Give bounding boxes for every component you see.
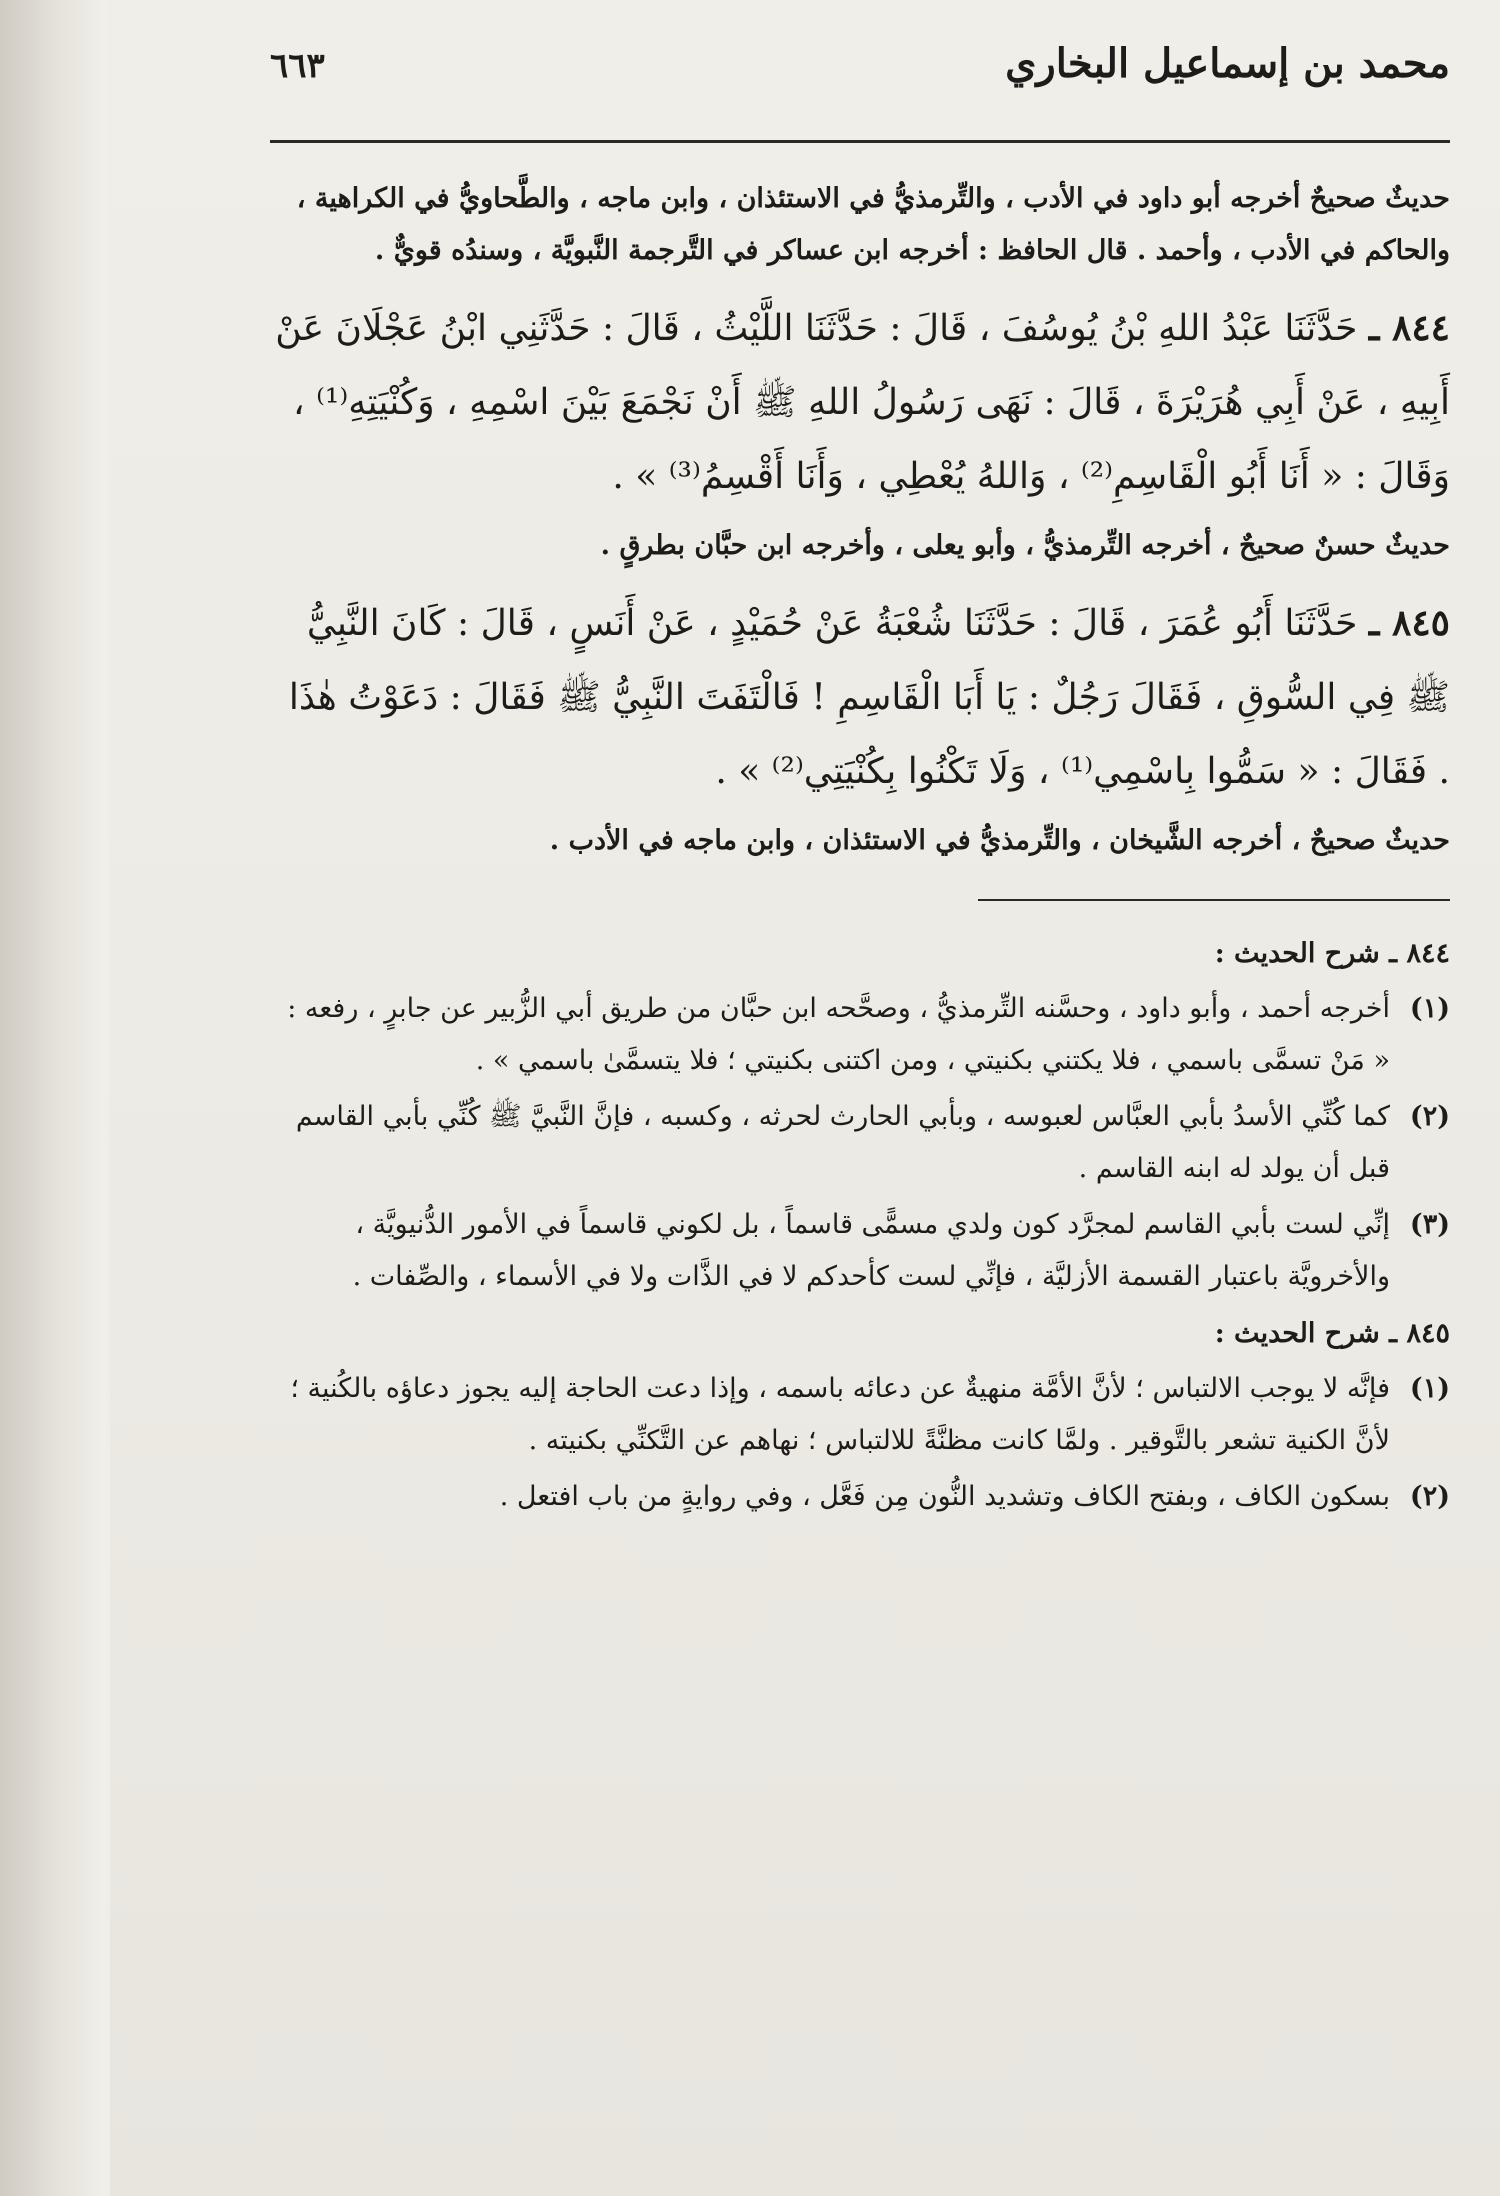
running-head (270, 40, 1450, 100)
note-number: (١) (1409, 1373, 1450, 1404)
footnote-rule (978, 899, 1450, 901)
page-number: ٦٦٣ (270, 46, 325, 86)
note-number: (١) (1409, 993, 1450, 1024)
hadith-845 (270, 586, 1450, 809)
hadith-845-text: حَدَّثَنَا أَبُو عُمَرَ ، قَالَ : حَدَّثَنَا شُعْبَةُ عَنْ حُمَيْدٍ ، عَنْ أَنَسٍ ، قَالَ : كَانَ النَّبِيُّ ﷺ فِي السُّوقِ ، فَقَالَ رَجُلٌ : يَا أَبَا الْقَاسِمِ ! فَالْتَفَتَ النَّبِيُّ ﷺ فَقَالَ : دَعَوْتُ هٰذَا . فَقَالَ : « سَمُّوا بِاسْمِي⁽¹⁾ ، وَلَا تَكْنُوا بِكُنْيَتِي⁽²⁾ » . (288, 603, 1450, 792)
sharh-844-heading: ٨٤٤ ـ شرح الحديث : (1214, 938, 1450, 969)
sharh-845-note (270, 1363, 1450, 1467)
sharh-844-note (270, 983, 1450, 1087)
sharh-845-heading: ٨٤٥ ـ شرح الحديث : (1214, 1318, 1450, 1349)
note-number: (٣) (1409, 1209, 1450, 1240)
running-head-title: محمد بن إسماعيل البخاري (1005, 40, 1450, 87)
hadith-844-number: ٨٤٤ ـ (1368, 307, 1450, 349)
note-number: (٢) (1409, 1101, 1450, 1132)
note-text: فإنَّه لا يوجب الالتباس ؛ لأنَّ الأمَّة منهيةٌ عن دعائه باسمه ، وإذا دعت الحاجة إليه يجوز دعاؤه بالكُنية ؛ لأنَّ الكنية تشعر بالتَّوقير . ولمَّا كانت مظنَّةً للالتباس ؛ نهاهم عن التَّكنِّي بكنيته . (290, 1373, 1390, 1456)
note-text: بسكون الكاف ، وبفتح الكاف وتشديد النُّون مِن فَعَّل ، وفي روايةٍ من باب افتعل . (499, 1481, 1390, 1512)
header-rule (270, 140, 1450, 143)
hadith-845-grade: حديثٌ صحيحٌ ، أخرجه الشَّيخان ، والتِّرمذيُّ في الاستئذان ، وابن ماجه في الأدب . (549, 825, 1450, 856)
sharh-844-note (270, 1091, 1450, 1195)
book-page (110, 0, 1500, 2196)
note-text: أخرجه أحمد ، وأبو داود ، وحسَّنه التِّرمذيُّ ، وصحَّحه ابن حبَّان من طريق أبي الزُّبير عن جابرٍ ، رفعه : « مَنْ تسمَّى باسمي ، فلا يكتني بكنيتي ، ومن اكتنى بكنيتي ؛ فلا يتسمَّىٰ باسمي » . (287, 993, 1390, 1076)
hadith-844-grade: حديثٌ حسنٌ صحيحٌ ، أخرجه التِّرمذيُّ ، وأبو يعلى ، وأخرجه ابن حبَّان بطرقٍ . (600, 530, 1450, 561)
hadith-844 (270, 291, 1450, 514)
note-number: (٢) (1409, 1481, 1450, 1512)
note-text: كما كُنِّي الأسدُ بأبي العبَّاس لعبوسه ، وبأبي الحارث لحرثه ، وكسبه ، فإنَّ النَّبيَّ ﷺ كُنِّي بأبي القاسم قبل أن يولد له ابنه القاسم . (295, 1101, 1390, 1184)
hadith-844-text: حَدَّثَنَا عَبْدُ اللهِ بْنُ يُوسُفَ ، قَالَ : حَدَّثَنَا اللَّيْثُ ، قَالَ : حَدَّثَنِي ابْنُ عَجْلَانَ عَنْ أَبِيهِ ، عَنْ أَبِي هُرَيْرَةَ ، قَالَ : نَهَى رَسُولُ اللهِ ﷺ أَنْ نَجْمَعَ بَيْنَ اسْمِهِ ، وَكُنْيَتِهِ⁽¹⁾ ، وَقَالَ : « أَنَا أَبُو الْقَاسِمِ⁽²⁾ ، وَاللهُ يُعْطِي ، وَأَنَا أَقْسِمُ⁽³⁾ » . (275, 308, 1450, 497)
sharh-844-note (270, 1199, 1450, 1303)
hadith-845-number: ٨٤٥ ـ (1368, 602, 1450, 644)
sharh-845-note (270, 1471, 1450, 1523)
previous-hadith-grade: حديثٌ صحيحٌ أخرجه أبو داود في الأدب ، والتِّرمذيُّ في الاستئذان ، وابن ماجه ، والطَّحاويُّ في الكراهية ، والحاكم في الأدب ، وأحمد . قال الحافظ : أخرجه ابن عساكر في التَّرجمة النَّبويَّة ، وسندُه قويٌّ . (296, 183, 1450, 266)
note-text: إنِّي لست بأبي القاسم لمجرَّد كون ولدي مسمًّى قاسماً ، بل لكوني قاسماً في الأمور الدُّنيويَّة ، والأخرويَّة باعتبار القسمة الأزليَّة ، فإنِّي لست كأحدكم لا في الذَّات ولا في الأسماء ، والصِّفات . (352, 1209, 1390, 1292)
page-text-block (270, 40, 1450, 1527)
